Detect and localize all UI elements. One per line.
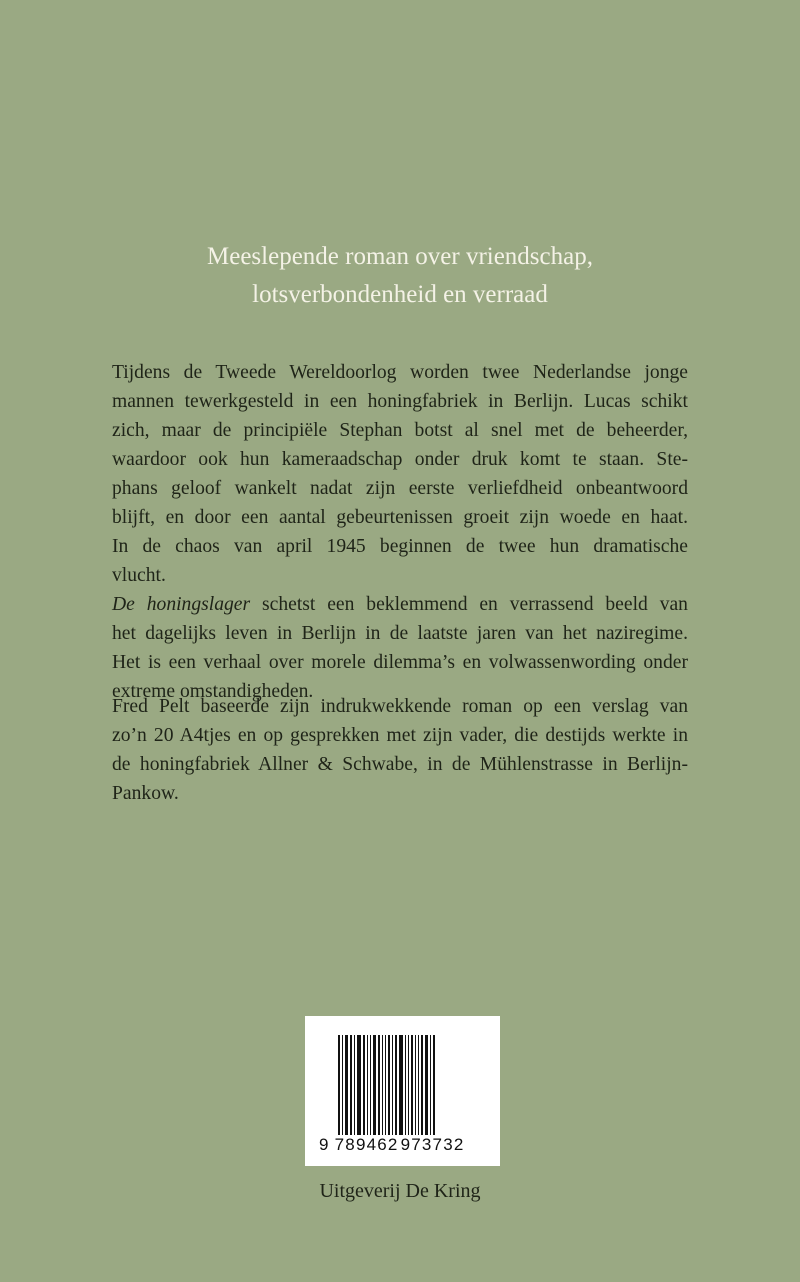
isbn-digits — [319, 1135, 466, 1155]
author-line: zo’n 20 A4tjes en op gesprekken met zijn vader, die destijds werkte in — [112, 725, 688, 746]
blurb-line: In de chaos van april 1945 beginnen de twee hun dramatische — [112, 536, 688, 557]
book-title: De honingslager — [112, 594, 251, 615]
isbn-digits-group-2: 973732 — [400, 1135, 465, 1154]
isbn-digits-group-1: 789462 — [334, 1135, 399, 1154]
blurb-line: vlucht. — [112, 565, 166, 586]
publisher-name: Uitgeverij De Kring — [319, 1180, 481, 1202]
blurb-line: het dagelijks leven in Berlijn in de laatste jaren van het naziregime. — [112, 623, 688, 644]
blurb-paragraph-1 — [112, 358, 688, 706]
blurb-line: Het is een verhaal over morele dilemma’s en volwassenwording onder — [112, 652, 688, 673]
blurb-line: extreme omstandigheden. — [112, 681, 314, 702]
tagline-line-2: lotsverbondenheid en verraad — [252, 281, 548, 308]
tagline-line-1: Meeslepende roman over vriendschap, — [207, 243, 593, 270]
isbn-digit-first: 9 — [319, 1135, 330, 1154]
author-line: Fred Pelt baseerde zijn indrukwekkende roman op een verslag van — [112, 696, 688, 717]
blurb-line: Tijdens de Tweede Wereldoorlog worden twee Nederlandse jonge — [112, 362, 688, 383]
blurb-line: waardoor ook hun kameraadschap onder druk komt te staan. Ste- — [112, 449, 688, 470]
blurb-line-rest: schetst een beklemmend en verrassend beeld van — [250, 594, 688, 615]
blurb-line: phans geloof wankelt nadat zijn eerste verliefdheid onbeantwoord — [112, 478, 688, 499]
blurb-line: zich, maar de principiële Stephan botst al snel met de beheerder, — [112, 420, 688, 441]
author-line: Pankow. — [112, 783, 179, 804]
tagline — [0, 238, 800, 314]
blurb-line: mannen tewerkgesteld in een honingfabriek in Berlijn. Lucas schikt — [112, 391, 688, 412]
author-line: de honingfabriek Allner & Schwabe, in de Mühlenstrasse in Berlijn- — [112, 754, 688, 775]
author-paragraph — [112, 692, 688, 808]
blurb-paragraph-2-first-line — [112, 590, 688, 619]
isbn-barcode — [305, 1016, 500, 1166]
blurb-line: blijft, en door een aantal gebeurtenissen groeit zijn woede en haat. — [112, 507, 688, 528]
